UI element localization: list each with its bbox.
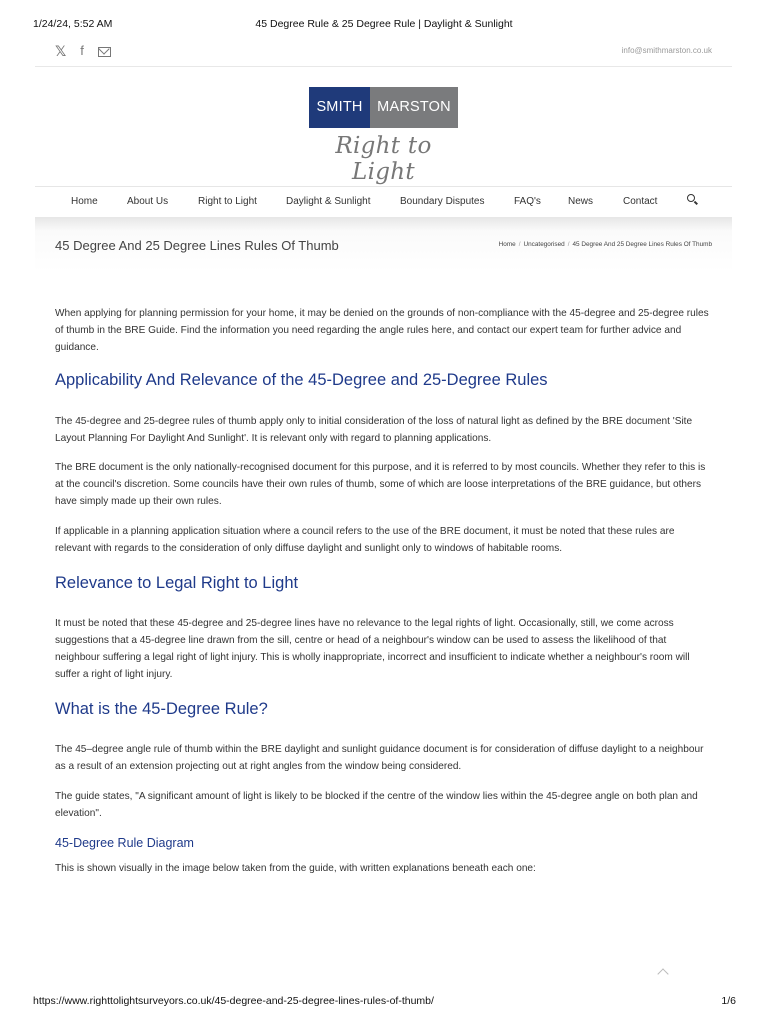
- paragraph: It must be noted that these 45-degree and 25-degree lines have no relevance to the legal rights of light. Occasionally, still, we come across suggestions that a 45-degree line drawn from the sill, centre or head of a neighbour's window can be used to assess the likelihood of that neighbour suffering a legal right of light injury. This is wholly inappropriate, incorrect and insufficient to indicate whether a neighbour's room will suffer a right of light injury.: [55, 618, 690, 680]
- print-url: https://www.righttolightsurveyors.co.uk/45-degree-and-25-degree-lines-rules-of-thumb/: [33, 995, 434, 1007]
- nav-boundary-disputes[interactable]: Boundary Disputes: [400, 196, 485, 207]
- contact-email-link[interactable]: info@smithmarston.co.uk: [621, 46, 712, 55]
- paragraph: If applicable in a planning application situation where a council refers to the use of the BRE document, it must be noted that these rules are relevant with regards to the consideration of only diffuse daylight and sunlight only to windows of habitable rooms.: [55, 526, 675, 554]
- nav-about-us[interactable]: About Us: [127, 196, 169, 207]
- heading-applicability: Applicability And Relevance of the 45-Degree and 25-Degree Rules: [55, 371, 548, 389]
- logo-tagline: Right to Light: [335, 133, 432, 185]
- print-date: 1/24/24, 5:52 AM: [33, 18, 113, 30]
- breadcrumb-home[interactable]: Home: [498, 241, 516, 248]
- social-links: [55, 44, 111, 58]
- nav-news[interactable]: News: [568, 196, 594, 207]
- top-bar: [35, 40, 732, 67]
- print-header: [0, 18, 768, 32]
- heading-45-degree-rule: What is the 45-Degree Rule?: [55, 700, 268, 718]
- intro-paragraph: When applying for planning permission for your home, it may be denied on the grounds of non-compliance with the 45-degree and 25-degree rules of thumb in the BRE Guide. Find the information you need regarding the angle rules here, and contact our expert team for further advice and guidance.: [55, 308, 709, 353]
- paragraph: The BRE document is the only nationally-recognised document for this purpose, and it is referred to by most councils. Whether they refer to this is at the council's discretion. Some councils have their own rules of thumb, some of which are loose interpretations of the BRE guidance, but others have simply made up their own rules.: [55, 462, 706, 507]
- breadcrumb-separator: /: [518, 241, 521, 248]
- heading-legal-right: Relevance to Legal Right to Light: [55, 574, 299, 592]
- paragraph: The 45-degree and 25-degree rules of thumb apply only to initial consideration of the loss of natural light as defined by the BRE document 'Site Layout Planning For Daylight And Sunlight'. It is relevant only with regard to planning applications.: [55, 416, 693, 444]
- print-doc-title: 45 Degree Rule & 25 Degree Rule | Daylight & Sunlight: [255, 18, 513, 30]
- breadcrumb-current: 45 Degree And 25 Degree Lines Rules Of Thumb: [572, 241, 712, 248]
- page-title-bar: [35, 217, 732, 272]
- facebook-icon[interactable]: f: [80, 43, 84, 58]
- nav-contact[interactable]: Contact: [623, 196, 658, 207]
- paragraph: The 45–degree angle rule of thumb within the BRE daylight and sunlight guidance document is for consideration of diffuse daylight to a neighbour as a result of an extension projecting out at right angles from the window being considered.: [55, 744, 704, 772]
- logo-marston: MARSTON: [370, 87, 458, 128]
- subheading-diagram: 45-Degree Rule Diagram: [55, 836, 194, 850]
- search-icon[interactable]: [687, 194, 699, 206]
- x-twitter-icon[interactable]: 𝕏: [55, 43, 67, 59]
- nav-right-to-light[interactable]: Right to Light: [198, 196, 257, 207]
- print-page-number: 1/6: [721, 995, 736, 1007]
- scroll-to-top-icon[interactable]: [657, 968, 668, 979]
- main-nav: [35, 186, 732, 218]
- logo-wordmark: [309, 87, 458, 128]
- breadcrumb-separator: /: [567, 241, 570, 248]
- nav-faqs[interactable]: FAQ's: [514, 196, 541, 207]
- print-footer: [0, 995, 768, 1009]
- paragraph: The guide states, "A significant amount of light is likely to be blocked if the centre of the window lies within the 45-degree angle on both plan and elevation".: [55, 791, 698, 819]
- mail-icon[interactable]: [98, 47, 111, 57]
- breadcrumb: [499, 241, 712, 248]
- paragraph: This is shown visually in the image below taken from the guide, with written explanations beneath each one:: [55, 863, 536, 874]
- page-title: 45 Degree And 25 Degree Lines Rules Of Thumb: [55, 238, 339, 253]
- logo-smith: SMITH: [309, 87, 370, 128]
- breadcrumb-category[interactable]: Uncategorised: [523, 241, 565, 248]
- nav-daylight-sunlight[interactable]: Daylight & Sunlight: [286, 196, 371, 207]
- nav-home[interactable]: Home: [71, 196, 98, 207]
- site-logo[interactable]: [309, 87, 458, 185]
